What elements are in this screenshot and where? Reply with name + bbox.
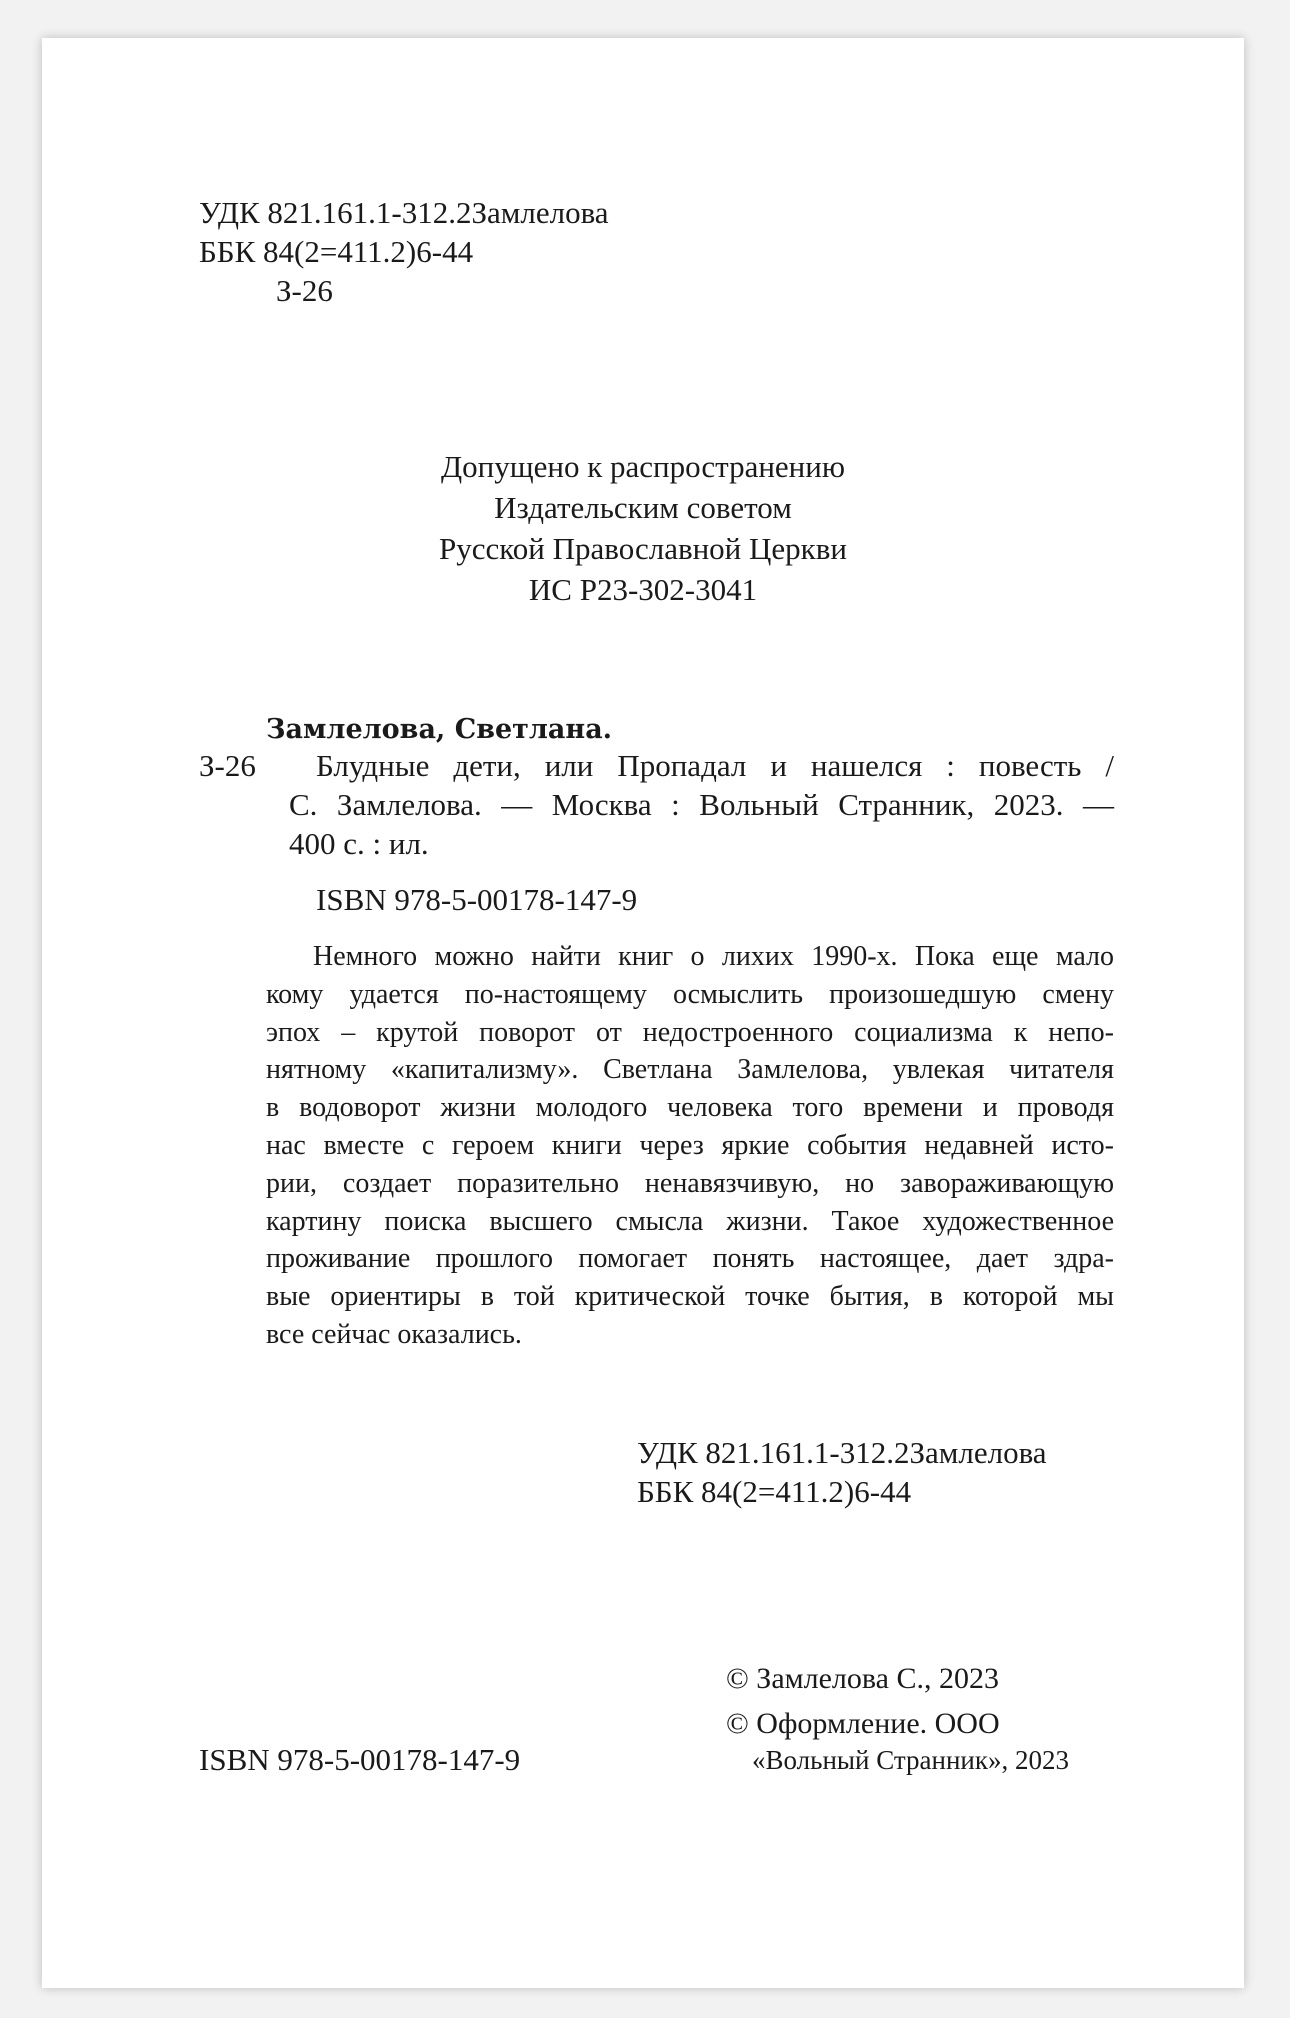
record-title-line: 400 с. : ил. bbox=[289, 826, 429, 861]
annotation-line: проживание прошлого помогает понять настоящее, дает здра- bbox=[266, 1243, 1114, 1275]
udk-code-top: УДК 821.161.1-312.2Замлелова bbox=[199, 195, 609, 230]
approval-line: Допущено к распространению bbox=[440, 449, 846, 484]
annotation-line: вые ориентиры в той критической точке бытия, в которой мы bbox=[266, 1281, 1114, 1313]
record-author: Замлелова, Светлана. bbox=[266, 714, 613, 745]
footer-isbn: ISBN 978-5-00178-147-9 bbox=[199, 1742, 521, 1777]
annotation-line: Немного можно найти книг о лихих 1990-х. Пока еще мало bbox=[313, 941, 1114, 972]
bbk-code-bottom: ББК 84(2=411.2)6-44 bbox=[637, 1474, 912, 1509]
copyright-design-publisher: «Вольный Странник», 2023 bbox=[752, 1745, 1069, 1775]
annotation-line: эпох – крутой поворот от недостроенного социализма к непо- bbox=[266, 1016, 1114, 1048]
annotation-line: кому удается по-настоящему осмыслить произошедшую смену bbox=[266, 978, 1114, 1010]
approval-number: ИС Р23-302-3041 bbox=[528, 572, 758, 607]
annotation-line: все сейчас оказались. bbox=[266, 1318, 522, 1350]
annotation-line: нятному «капитализму». Светлана Замлелова, увлекая читателя bbox=[266, 1054, 1114, 1086]
approval-line: Русской Православной Церкви bbox=[439, 531, 847, 566]
book-page bbox=[42, 38, 1244, 1988]
annotation-line: рии, создает поразительно ненавязчивую, но завораживающую bbox=[266, 1167, 1114, 1199]
annotation-line: картину поиска высшего смысла жизни. Такое художественное bbox=[266, 1205, 1114, 1237]
record-isbn: ISBN 978-5-00178-147-9 bbox=[316, 882, 638, 917]
annotation-line: нас вместе с героем книги через яркие события недавней исто- bbox=[266, 1129, 1114, 1161]
copyright-author: © Замлелова С., 2023 bbox=[726, 1662, 999, 1695]
author-sign-top: З-26 bbox=[276, 273, 333, 308]
approval-block bbox=[42, 446, 1244, 610]
record-author-sign: З-26 bbox=[199, 748, 256, 783]
bbk-code-top: ББК 84(2=411.2)6-44 bbox=[199, 234, 474, 269]
annotation-paragraph bbox=[266, 938, 1114, 1354]
copyright-design: © Оформление. ООО bbox=[726, 1707, 1000, 1740]
record-title-line: Блудные дети, или Пропадал и нашелся : повесть / bbox=[316, 748, 1114, 783]
annotation-line: в водоворот жизни молодого человека того времени и проводя bbox=[266, 1092, 1114, 1124]
udk-code-bottom: УДК 821.161.1-312.2Замлелова bbox=[637, 1435, 1047, 1470]
record-title-line: С. Замлелова. — Москва : Вольный Странник, 2023. — bbox=[289, 787, 1114, 822]
approval-line: Издательским советом bbox=[494, 490, 792, 525]
